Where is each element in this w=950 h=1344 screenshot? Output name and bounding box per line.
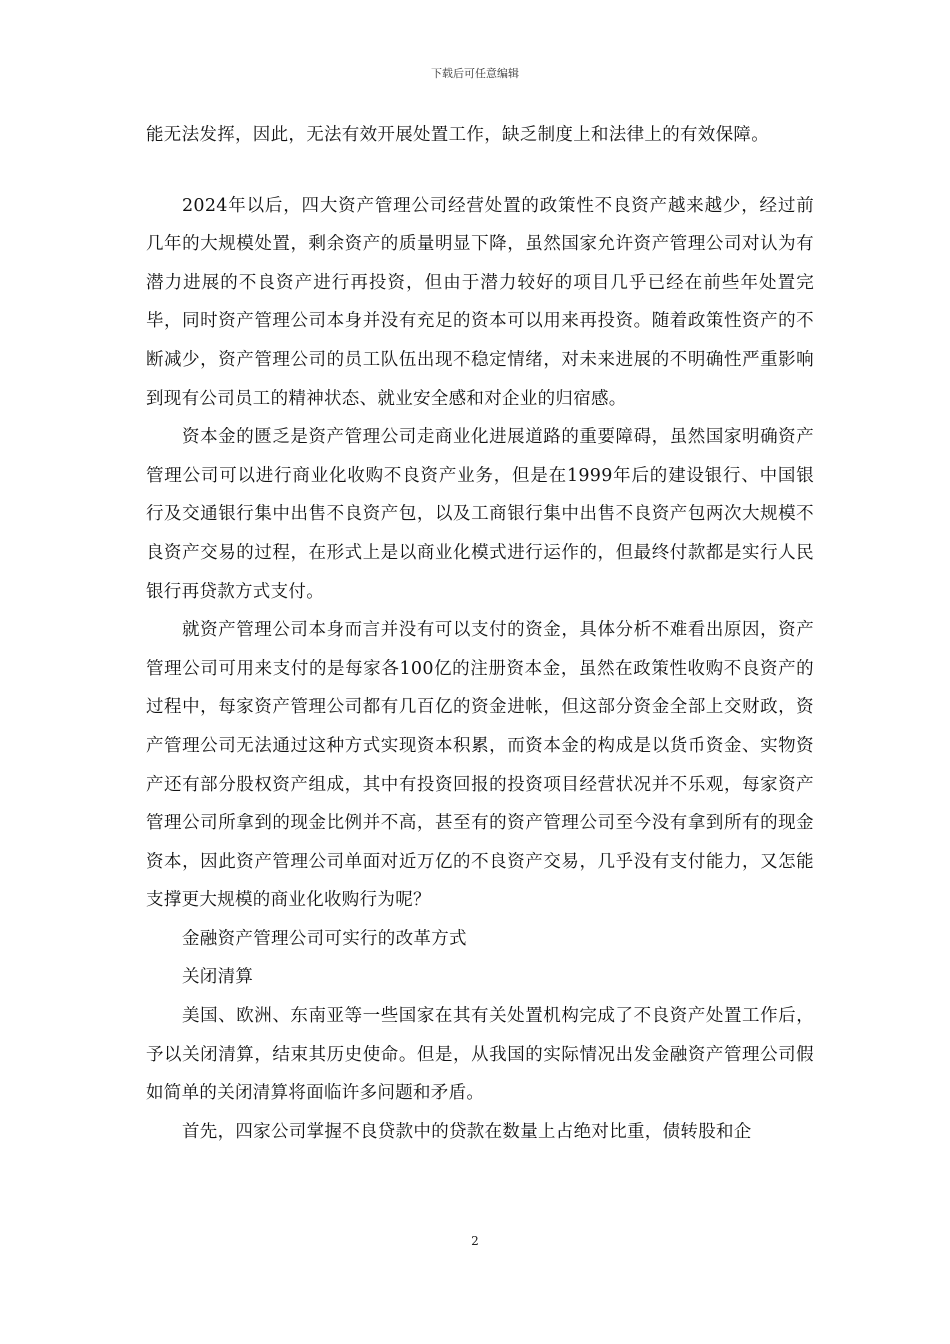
paragraph-policy-assets: 2024年以后，四大资产管理公司经营处置的政策性不良资产越来越少，经过前几年的大规模处置，剩余资产的质量明显下降，虽然国家允许资产管理公司对认为有潜力进展的不良资产进行再投资，但由于潜力较好的项目几乎已经在前些年处置完毕，同时资产管理公司本身并没有充足的资本可以用来再投资。随着政策性资产的不断减少，资产管理公司的员工队伍出现不稳定情绪，对未来进展的不明确性严重影响到现有公司员工的精神状态、就业安全感和对企业的归宿感。 [146, 195, 814, 409]
page-number: 2 [471, 1234, 479, 1248]
page-header: 下载后可任意编辑 [431, 67, 519, 80]
paragraph-closure-intro: 美国、欧洲、东南亚等一些国家在其有关处置机构完成了不良资产处置工作后，予以关闭清算，结束其历史使命。但是，从我国的实际情况出发金融资产管理公司假如简单的关闭清算将面临许多问题和矛盾。 [146, 1006, 814, 1104]
paragraph-payment-capacity: 就资产管理公司本身而言并没有可以支付的资金，具体分析不难看出原因，资产管理公司可用来支付的是每家各100亿的注册资本金，虽然在政策性收购不良资产的过程中，每家资产管理公司都有几百亿的资金进帐，但这部分资金全部上交财政，资产管理公司无法通过这种方式实现资本积累，而资本金的构成是以货币资金、实物资产还有部分股权资产组成，其中有投资回报的投资项目经营状况并不乐观，每家资产管理公司所拿到的现金比例并不高，甚至有的资产管理公司至今没有拿到所有的现金资本，因此资产管理公司单面对近万亿的不良资产交易，几乎没有支付能力，又怎能支撑更大规模的商业化收购行为呢？ [146, 620, 814, 911]
section-heading-reform: 金融资产管理公司可实行的改革方式 [182, 928, 467, 949]
paragraph-continuation: 能无法发挥，因此，无法有效开展处置工作，缺乏制度上和法律上的有效保障。 [146, 125, 769, 145]
paragraph-capital-shortage: 资本金的匮乏是资产管理公司走商业化进展道路的重要障碍，虽然国家明确资产管理公司可以进行商业化收购不良资产业务，但是在1999年后的建设银行、中国银行及交通银行集中出售不良资产包，以及工商银行集中出售不良资产包两次大规模不良资产交易的过程，在形式上是以商业化模式进行运作的，但最终付款都是实行人民银行再贷款方式支付。 [146, 427, 814, 602]
document-body [146, 116, 814, 1151]
paragraph-first-point: 首先，四家公司掌握不良贷款中的贷款在数量上占绝对比重，债转股和企 [182, 1121, 752, 1142]
subheading-closure: 关闭清算 [182, 967, 254, 988]
